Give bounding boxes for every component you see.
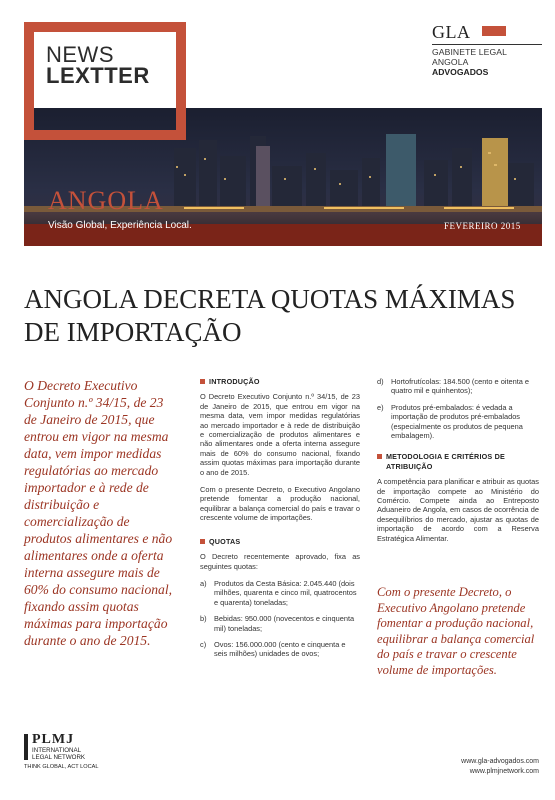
newsletter-title-line2: LEXTTER (46, 63, 150, 88)
country-title: ANGOLA (48, 186, 164, 215)
section-marker (200, 539, 205, 544)
column-2 (377, 377, 539, 551)
gla-logo-rule (432, 44, 542, 45)
plmj-website-link[interactable]: www.plmjnetwork.com (469, 768, 539, 775)
list-text: Hortofrutícolas: 184.500 (cento e oitenta e quatro mil e quinhentos); (391, 377, 530, 396)
gla-firm-sub: ADVOGADOS (432, 67, 489, 77)
gla-logo-text: GLA (432, 22, 471, 42)
list-item (200, 579, 360, 607)
list-key: c) (200, 639, 207, 649)
list-item (200, 614, 360, 633)
list-text: Ovos: 156.000.000 (cento e cinquenta e seis milhões) unidades de ovos; (214, 639, 346, 659)
plmj-motto: THINK GLOBAL, ACT LOCAL (24, 764, 99, 770)
plmj-logo-bar (24, 734, 28, 760)
list-item (377, 403, 539, 441)
section-heading-label: METODOLOGIA E CRITÉRIOS DE (386, 452, 506, 462)
article-headline (24, 283, 534, 349)
section-heading-introducao (200, 377, 360, 386)
intro-paragraph-1: O Decreto Executivo Conjunto n.º 34/15, de 23 de Janeiro de 2015, que entrou em vigor na mesma data, vem impor medidas regulatórias ao mercado importador e à rede de distribuição e comercialização de produtos alimentares e não alimentares onde a oferta interna assegure mais de 60% do consumo nacional, fixando assim quotas máximas para importação durante o ano de 2015. (200, 392, 360, 477)
plmj-network (32, 747, 85, 761)
list-item (200, 640, 360, 659)
plmj-logo-text: PLMJ (32, 732, 75, 747)
banner-tagline: Visão Global, Experiência Local. (48, 220, 192, 231)
intro-paragraph-2: Com o presente Decreto, o Executivo Angolano pretende fomentar a produção nacional, equilibrar a balança comercial do país e travar o crescente volume de importações. (200, 485, 360, 523)
section-heading-metodologia (377, 452, 539, 471)
headline-line2: DE IMPORTAÇÃO (24, 317, 242, 347)
list-item (377, 377, 539, 396)
column-1 (200, 377, 360, 666)
section-heading-label: INTRODUÇÃO (209, 377, 260, 386)
section-heading-label: QUOTAS (209, 536, 241, 546)
headline-line1: ANGOLA DECRETA QUOTAS MÁXIMAS (24, 284, 516, 314)
plmj-network-line1: INTERNATIONAL (32, 747, 82, 754)
section-heading-label-2: ATRIBUIÇÃO (386, 461, 433, 471)
footer-urls (461, 757, 539, 777)
gla-website-link[interactable]: www.gla-advogados.com (461, 758, 539, 765)
list-key: a) (200, 578, 207, 588)
list-text: Produtos pré-embalados: é vedada a importação de produtos pré-embalados (especialmente os produtos de pequena embalagem). (391, 402, 523, 441)
quotas-intro: O Decreto recentemente aprovado, fixa as seguintes quotas: (200, 552, 360, 571)
gla-logo (432, 22, 542, 77)
list-text: Bebidas: 950.000 (novecentos e cinquenta mil) toneladas; (214, 614, 355, 633)
plmj-network-line2: LEGAL NETWORK (32, 754, 86, 761)
pull-quote: Com o presente Decreto, o Executivo Angolano pretende fomentar a produção nacional, equilibrar a balança comercial do país e travar o crescente volume de importações. (377, 585, 535, 677)
newsletter-title (46, 44, 150, 86)
newsletter-title-line1: NEWS (46, 42, 114, 67)
section-marker (377, 454, 382, 459)
list-key: e) (377, 402, 384, 412)
metodologia-paragraph: A competência para planificar e atribuir as quotas de importação compete ao Ministério do Comércio. Compete ainda ao Entreposto Aduaneiro de Angola, em casos de ocorrência de desequilíbrios do mercado, ajustar as quotas de importação de acordo com a Reserva Estratégica Alimentar. (377, 477, 539, 543)
gla-logo-square (482, 26, 506, 36)
lead-quote: O Decreto Executivo Conjunto n.º 34/15, de 23 de Janeiro de 2015, que entrou em vigor na mesma data, vem impor medidas regulatórias ao mercado importador e à rede de distribuição e comercialização de produtos alimentares e não alimentares onde a oferta interna assegure mais de 60% do consumo nacional, fixando assim quotas máximas para importação durante o ano de 2015. (24, 378, 173, 648)
issue-date: FEVEREIRO 2015 (444, 221, 521, 231)
list-key: d) (377, 377, 384, 386)
list-text: Produtos da Cesta Básica: 2.045.440 (dois milhões, quarenta e cinco mil, quatrocentos e quarenta) toneladas; (214, 578, 357, 607)
section-heading-quotas (200, 537, 360, 546)
list-key: b) (200, 614, 207, 624)
gla-firm-name: GABINETE LEGAL ANGOLA (432, 47, 507, 67)
section-marker (200, 379, 205, 384)
